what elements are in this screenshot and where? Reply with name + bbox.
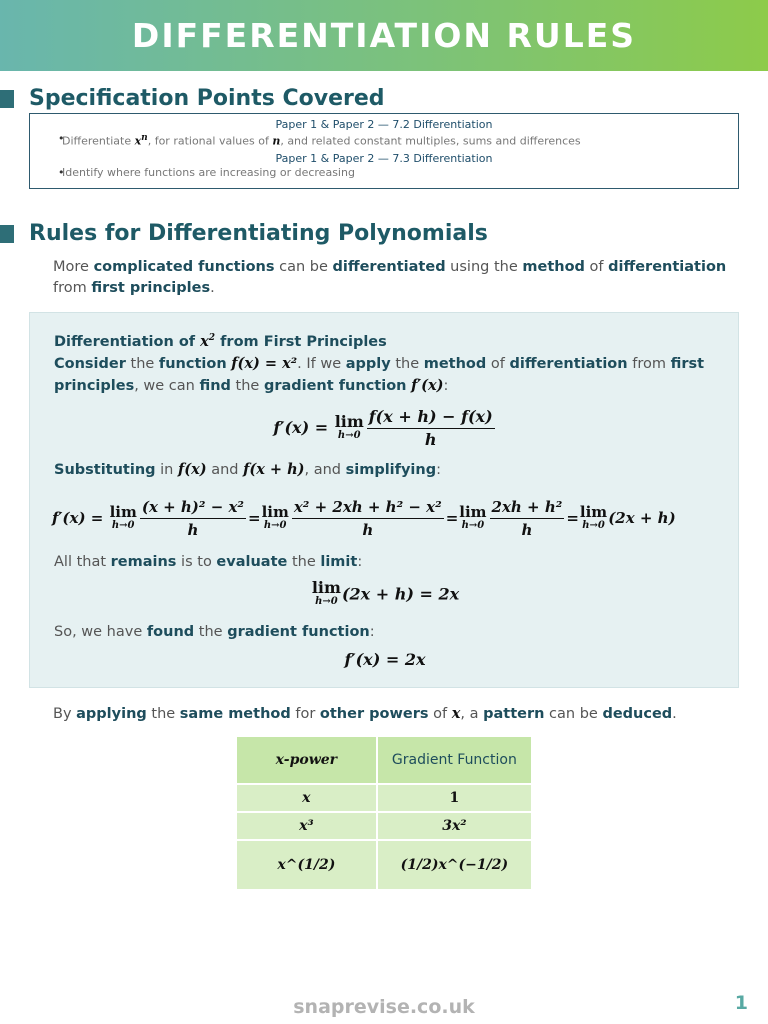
power-rule-table [235, 735, 533, 891]
cell-power: x^(1/2) [236, 840, 377, 890]
substituting-text: Substituting in f(x) and f(x + h), and simplifying: [54, 461, 441, 478]
page-title: DIFFERENTIATION RULES [131, 16, 637, 55]
remains-text: All that remains is to evaluate the limit: [54, 554, 363, 570]
found-text: So, we have found the gradient function: [54, 624, 375, 640]
spec-heading: Specification Points Covered [29, 86, 385, 111]
rules-section-heading [0, 221, 488, 246]
page-number: 1 [734, 992, 748, 1014]
panel-title: Differentiation of $x^2$ from First Principles [54, 332, 387, 350]
section-marker [0, 225, 14, 243]
table-row [236, 784, 532, 812]
cell-gradient: 1 [377, 784, 532, 812]
spec-item-title: Paper 1 & Paper 2 — 7.2 Differentiation [275, 118, 493, 131]
cell-power: x [236, 784, 377, 812]
limit-result: lim h→0 (2x + h) = 2x [311, 578, 460, 607]
consider-text: Consider the function f(x) = x². If we apply the method of differentiation from first principles, we can find the gradient function f′(x): [54, 355, 705, 394]
table-header-row [236, 736, 532, 784]
spec-item-bullet: • Differentiate $x^n$, for rational values of n, and related constant multiples, sums and differences [40, 132, 728, 148]
intro-paragraph: More complicated functions can be differentiated using the method of differentiation from first principles. [53, 259, 727, 296]
cell-power: x³ [236, 812, 377, 840]
derivative-definition: f′(x) = lim h→0 $\frac{f(x + h) - f(x)}{h}$ [273, 407, 493, 449]
first-principles-panel [29, 312, 739, 688]
spec-section-heading [0, 86, 385, 111]
pattern-paragraph: By applying the same method for other powers of x, a pattern can be deduced. [53, 705, 677, 722]
title-banner [0, 0, 768, 71]
table-row [236, 812, 532, 840]
section-marker [0, 90, 14, 108]
column-header-power: x-power [236, 736, 377, 784]
cell-gradient: (1/2)x^(−1/2) [377, 840, 532, 890]
column-header-gradient: Gradient Function [377, 736, 532, 784]
footer-url[interactable]: snaprevise.co.uk [293, 996, 475, 1018]
cell-gradient: 3x² [377, 812, 532, 840]
final-result: f′(x) = 2x [344, 650, 426, 669]
table-row [236, 840, 532, 890]
spec-item-title: Paper 1 & Paper 2 — 7.3 Differentiation [275, 151, 493, 165]
spec-box [29, 113, 739, 189]
limit-chain: f′(x) = lim h→0 $\frac{\text{(x + h)² − x²}}{h}$ = lim h→0 $\frac{\text{x² + 2xh + h² − x²}}{h}$ = lim h→0 $\frac{\text{2xh + h²}}{h}$ = lim h→0 (2x + h) [52, 498, 676, 539]
rules-heading: Rules for Differentiating Polynomials [29, 221, 488, 246]
spec-item-bullet: • Identify where functions are increasing or decreasing [40, 166, 728, 179]
